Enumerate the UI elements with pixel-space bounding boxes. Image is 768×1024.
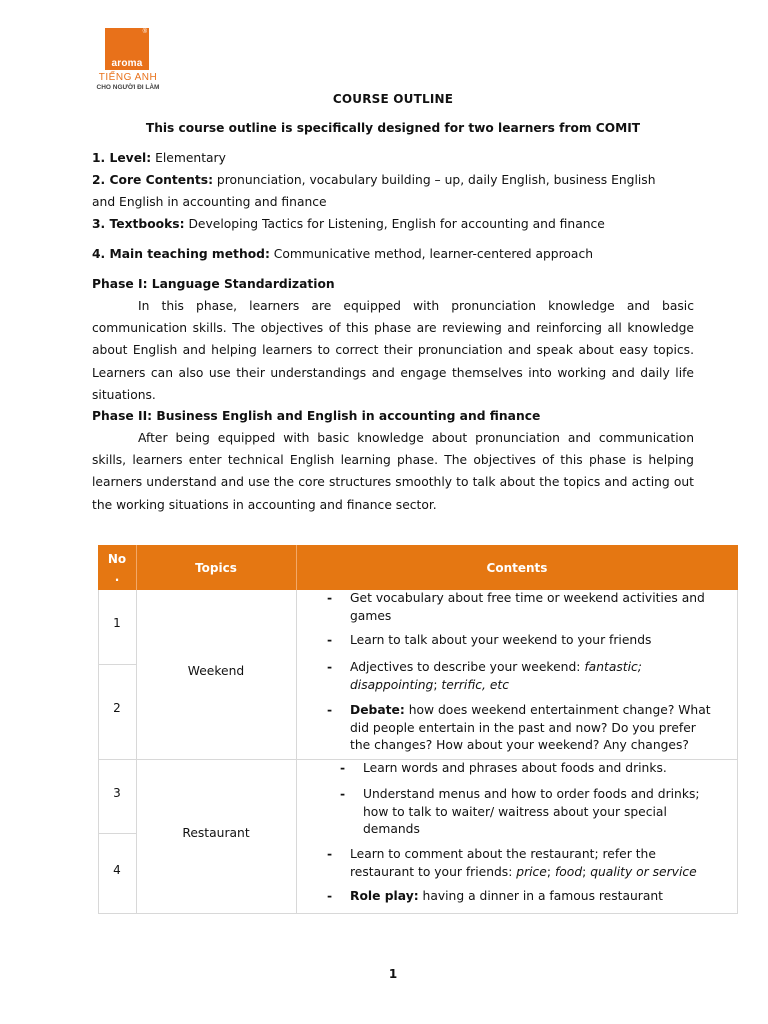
document-subtitle: This course outline is specifically designed for two learners from COMIT xyxy=(145,121,641,135)
core-contents-item xyxy=(92,169,698,191)
row-number: 3 xyxy=(113,786,121,800)
textbooks-value: Developing Tactics for Listening, English for accounting and finance xyxy=(188,217,605,231)
phase-1-body: In this phase, learners are equipped with pronunciation knowledge and basic communication skills. The objectives of this phase are reviewing and reinforcing all knowledge about English and helping learners to correct their pronunciation and speak about easy topics. Learners can also use their understandings and engage themselves into working and daily life situations. xyxy=(92,299,694,402)
level-label: 1. Level: xyxy=(92,151,152,165)
bullet-dash: - xyxy=(340,761,346,775)
table-border xyxy=(737,590,738,914)
page-number: 1 xyxy=(388,967,398,981)
header-topics: Topics xyxy=(195,560,237,575)
topic-restaurant: Restaurant xyxy=(182,826,250,840)
bullet-line: did people entertain in the past and now? Do you prefer xyxy=(350,720,696,735)
bullet-dash: - xyxy=(340,787,346,801)
phase-2-heading-text: Phase II: Business English and English in accounting and finance xyxy=(92,409,541,423)
bullet-line: Learn to comment about the restaurant; refer the xyxy=(350,847,656,861)
row-number: 1 xyxy=(113,616,121,630)
textbooks-label: 3. Textbooks: xyxy=(92,217,185,231)
row-number: 4 xyxy=(113,863,121,877)
bullet-line: games xyxy=(350,608,392,623)
table-border xyxy=(98,664,136,665)
core-contents-item-cont: and English in accounting and finance xyxy=(92,195,327,209)
bullet-line: how to talk to waiter/ waitress about your special xyxy=(363,804,667,819)
bullet-line: Debate: how does weekend entertainment change? What xyxy=(350,703,711,717)
table-border xyxy=(98,913,738,914)
header-no-dot: . xyxy=(114,569,120,584)
header-contents: Contents xyxy=(486,560,548,575)
level-value: Elementary xyxy=(155,151,226,165)
teaching-method-label: 4. Main teaching method: xyxy=(92,247,270,261)
bullet-dash: - xyxy=(327,660,333,674)
table-border xyxy=(296,590,297,914)
bullet-line: Learn words and phrases about foods and drinks. xyxy=(363,761,667,775)
bullet-line: restaurant to your friends: price; food; quality or service xyxy=(350,864,697,879)
row-number: 2 xyxy=(113,701,121,715)
level-item xyxy=(92,147,698,169)
teaching-method-value: Communicative method, learner-centered approach xyxy=(273,247,593,261)
topic-weekend: Weekend xyxy=(187,664,245,678)
header-divider xyxy=(296,545,297,590)
core-contents-value: pronunciation, vocabulary building – up, daily English, business English xyxy=(216,173,656,187)
bullet-dash: - xyxy=(327,591,333,605)
teaching-method-item xyxy=(92,243,698,265)
aroma-logo xyxy=(92,28,164,94)
core-contents-label: 2. Core Contents: xyxy=(92,173,213,187)
table-header xyxy=(98,545,738,590)
bullet-line: disappointing; terrific, etc xyxy=(350,677,510,692)
phase-2-body: After being equipped with basic knowledge about pronunciation and communication skills, learners enter technical English learning phase. The objectives of this phase is helping learners understand and use the core structures smoothly to talk about the topics and acting out the working situations in accounting and finance sector. xyxy=(92,431,694,512)
logo-registered-mark: ® xyxy=(142,29,147,35)
bullet-dash: - xyxy=(327,847,333,861)
header-no-text: No xyxy=(107,551,127,566)
phase-1-heading xyxy=(92,273,698,295)
table-border xyxy=(98,833,136,834)
logo-tagline-2: CHO NGƯỜI ĐI LÀM xyxy=(96,84,160,91)
table-border xyxy=(136,590,137,914)
header-divider xyxy=(136,545,137,590)
bullet-dash: - xyxy=(327,889,333,903)
header-no xyxy=(98,545,136,590)
document-title: COURSE OUTLINE xyxy=(332,92,454,106)
bullet-line: demands xyxy=(363,822,420,836)
logo-badge xyxy=(105,28,149,70)
bullet-line: Adjectives to describe your weekend: fantastic; xyxy=(350,660,642,674)
bullet-dash: - xyxy=(327,633,333,647)
textbooks-item xyxy=(92,213,698,235)
logo-brand-text: aroma xyxy=(111,58,143,69)
phase-2-heading xyxy=(92,405,698,427)
bullet-line: Get vocabulary about free time or weekend activities and xyxy=(350,591,705,605)
logo-tagline-1: TIẾNG ANH xyxy=(98,72,158,83)
bullet-line: the changes? How about your weekend? Any changes? xyxy=(350,738,689,752)
bullet-line: Understand menus and how to order foods and drinks; xyxy=(363,787,700,801)
bullet-dash: - xyxy=(327,703,333,717)
bullet-line: Learn to talk about your weekend to your friends xyxy=(350,633,652,647)
bullet-line: Role play: having a dinner in a famous restaurant xyxy=(350,889,664,903)
phase-1-heading-text: Phase I: Language Standardization xyxy=(92,277,335,291)
